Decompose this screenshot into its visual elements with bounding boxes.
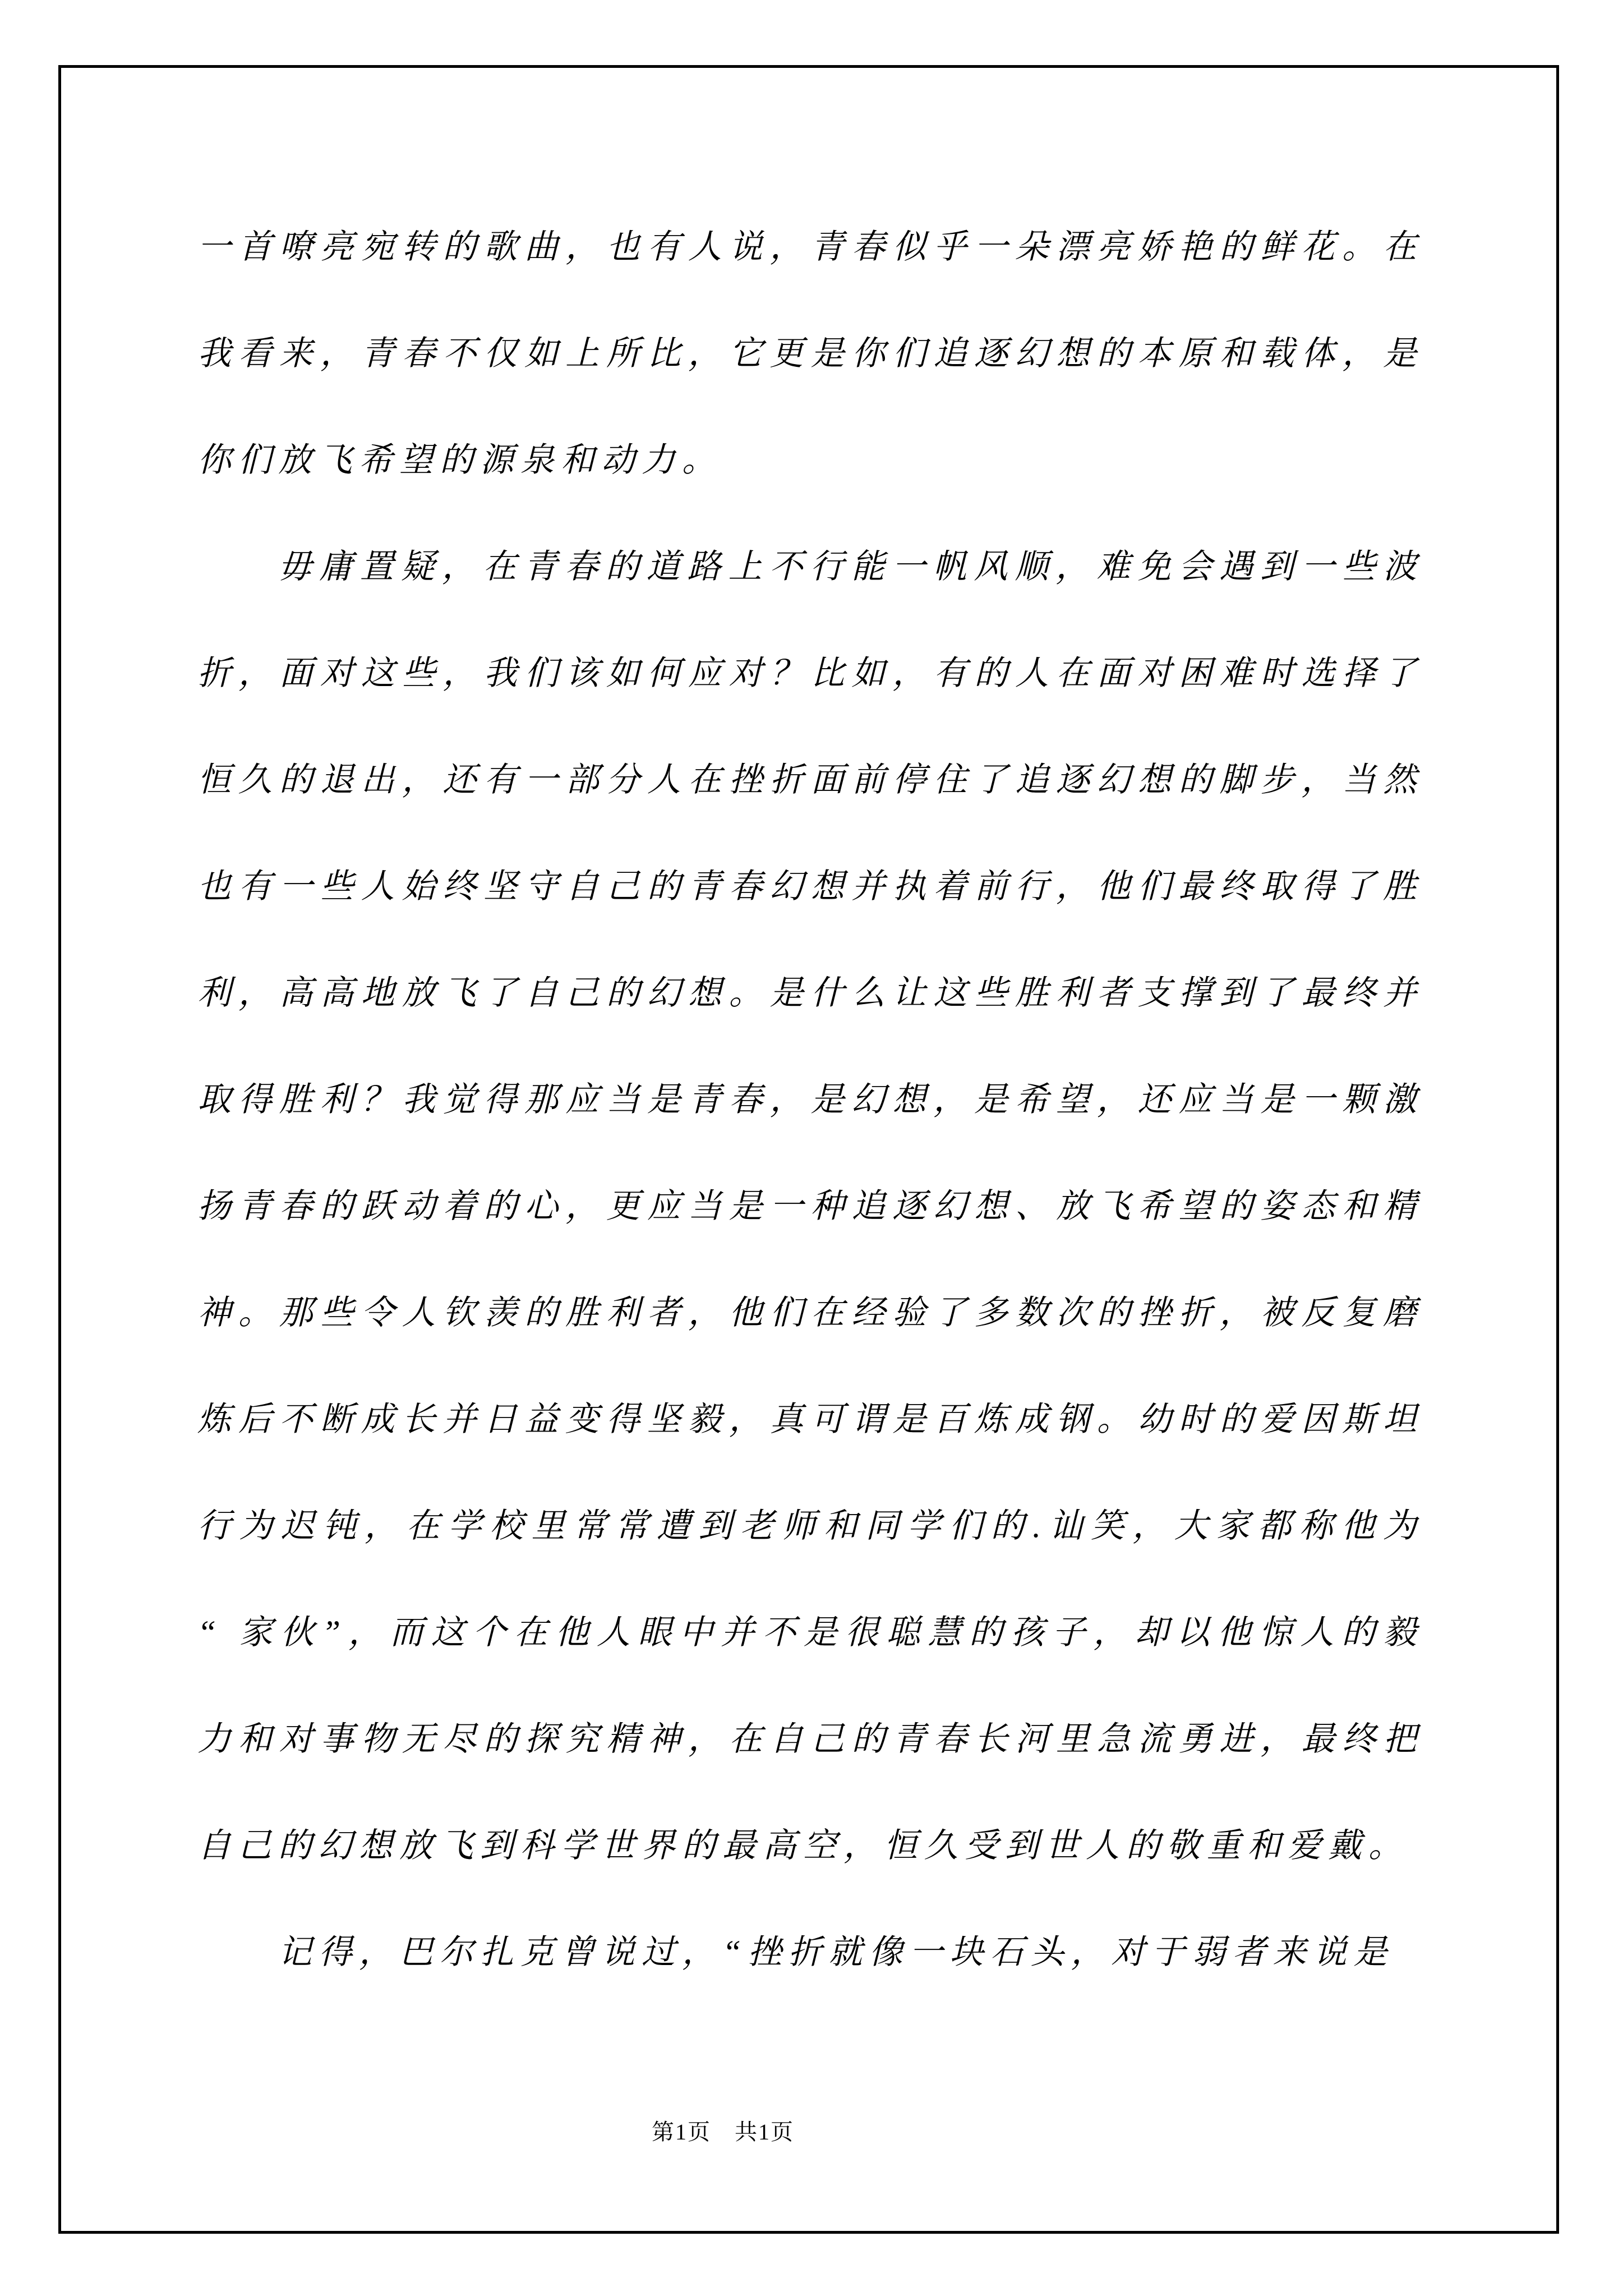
text-line: 折，面对这些，我们该如何应对？比如，有的人在面对困难时选择了 xyxy=(197,655,1423,692)
text-line: 自己的幻想放飞到科学世界的最高空，恒久受到世人的敬重和爱戴。 xyxy=(197,1827,1409,1864)
text-line: 行为迟钝，在学校里常常遭到老师和同学们的.讪笑，大家都称他为 xyxy=(197,1507,1423,1544)
text-line: 一首嘹亮宛转的歌曲，也有人说，青春似乎一朵漂亮娇艳的鲜花。在 xyxy=(197,228,1423,265)
text-line: 扬青春的跃动着的心，更应当是一种追逐幻想、放飞希望的姿态和精 xyxy=(197,1188,1423,1225)
body-text xyxy=(197,194,1423,2005)
page-border-frame xyxy=(58,65,1559,2234)
text-line: 力和对事物无尽的探究精神，在自己的青春长河里急流勇进，最终把 xyxy=(197,1720,1423,1757)
text-line: 利，高高地放飞了自己的幻想。是什么让这些胜利者支撑到了最终并 xyxy=(197,974,1423,1011)
text-line: 我看来，青春不仅如上所比，它更是你们追逐幻想的本原和载体，是 xyxy=(197,335,1423,372)
text-line: 你们放飞希望的源泉和动力。 xyxy=(197,441,722,478)
text-line: 记得，巴尔扎克曾说过，“挫折就像一块石头，对于弱者来说是 xyxy=(278,1934,1394,1971)
text-line: 也有一些人始终坚守自己的青春幻想并执着前行，他们最终取得了胜 xyxy=(197,868,1423,905)
text-line: 取得胜利？我觉得那应当是青春，是幻想，是希望，还应当是一颗激 xyxy=(197,1081,1423,1118)
text-line: 神。那些令人钦羡的胜利者，他们在经验了多数次的挫折，被反复磨 xyxy=(197,1294,1423,1331)
text-line: “ 家伙”，而这个在他人眼中并不是很聪慧的孩子，却以他惊人的毅 xyxy=(197,1614,1423,1651)
text-line: 炼后不断成长并日益变得坚毅，真可谓是百炼成钢。幼时的爱因斯坦 xyxy=(197,1401,1423,1438)
page-number-footer: 第1页 共1页 xyxy=(652,2119,794,2145)
text-line: 毋庸置疑，在青春的道路上不行能一帆风顺，难免会遇到一些波 xyxy=(278,548,1423,585)
text-line: 恒久的退出，还有一部分人在挫折面前停住了追逐幻想的脚步，当然 xyxy=(197,761,1423,798)
